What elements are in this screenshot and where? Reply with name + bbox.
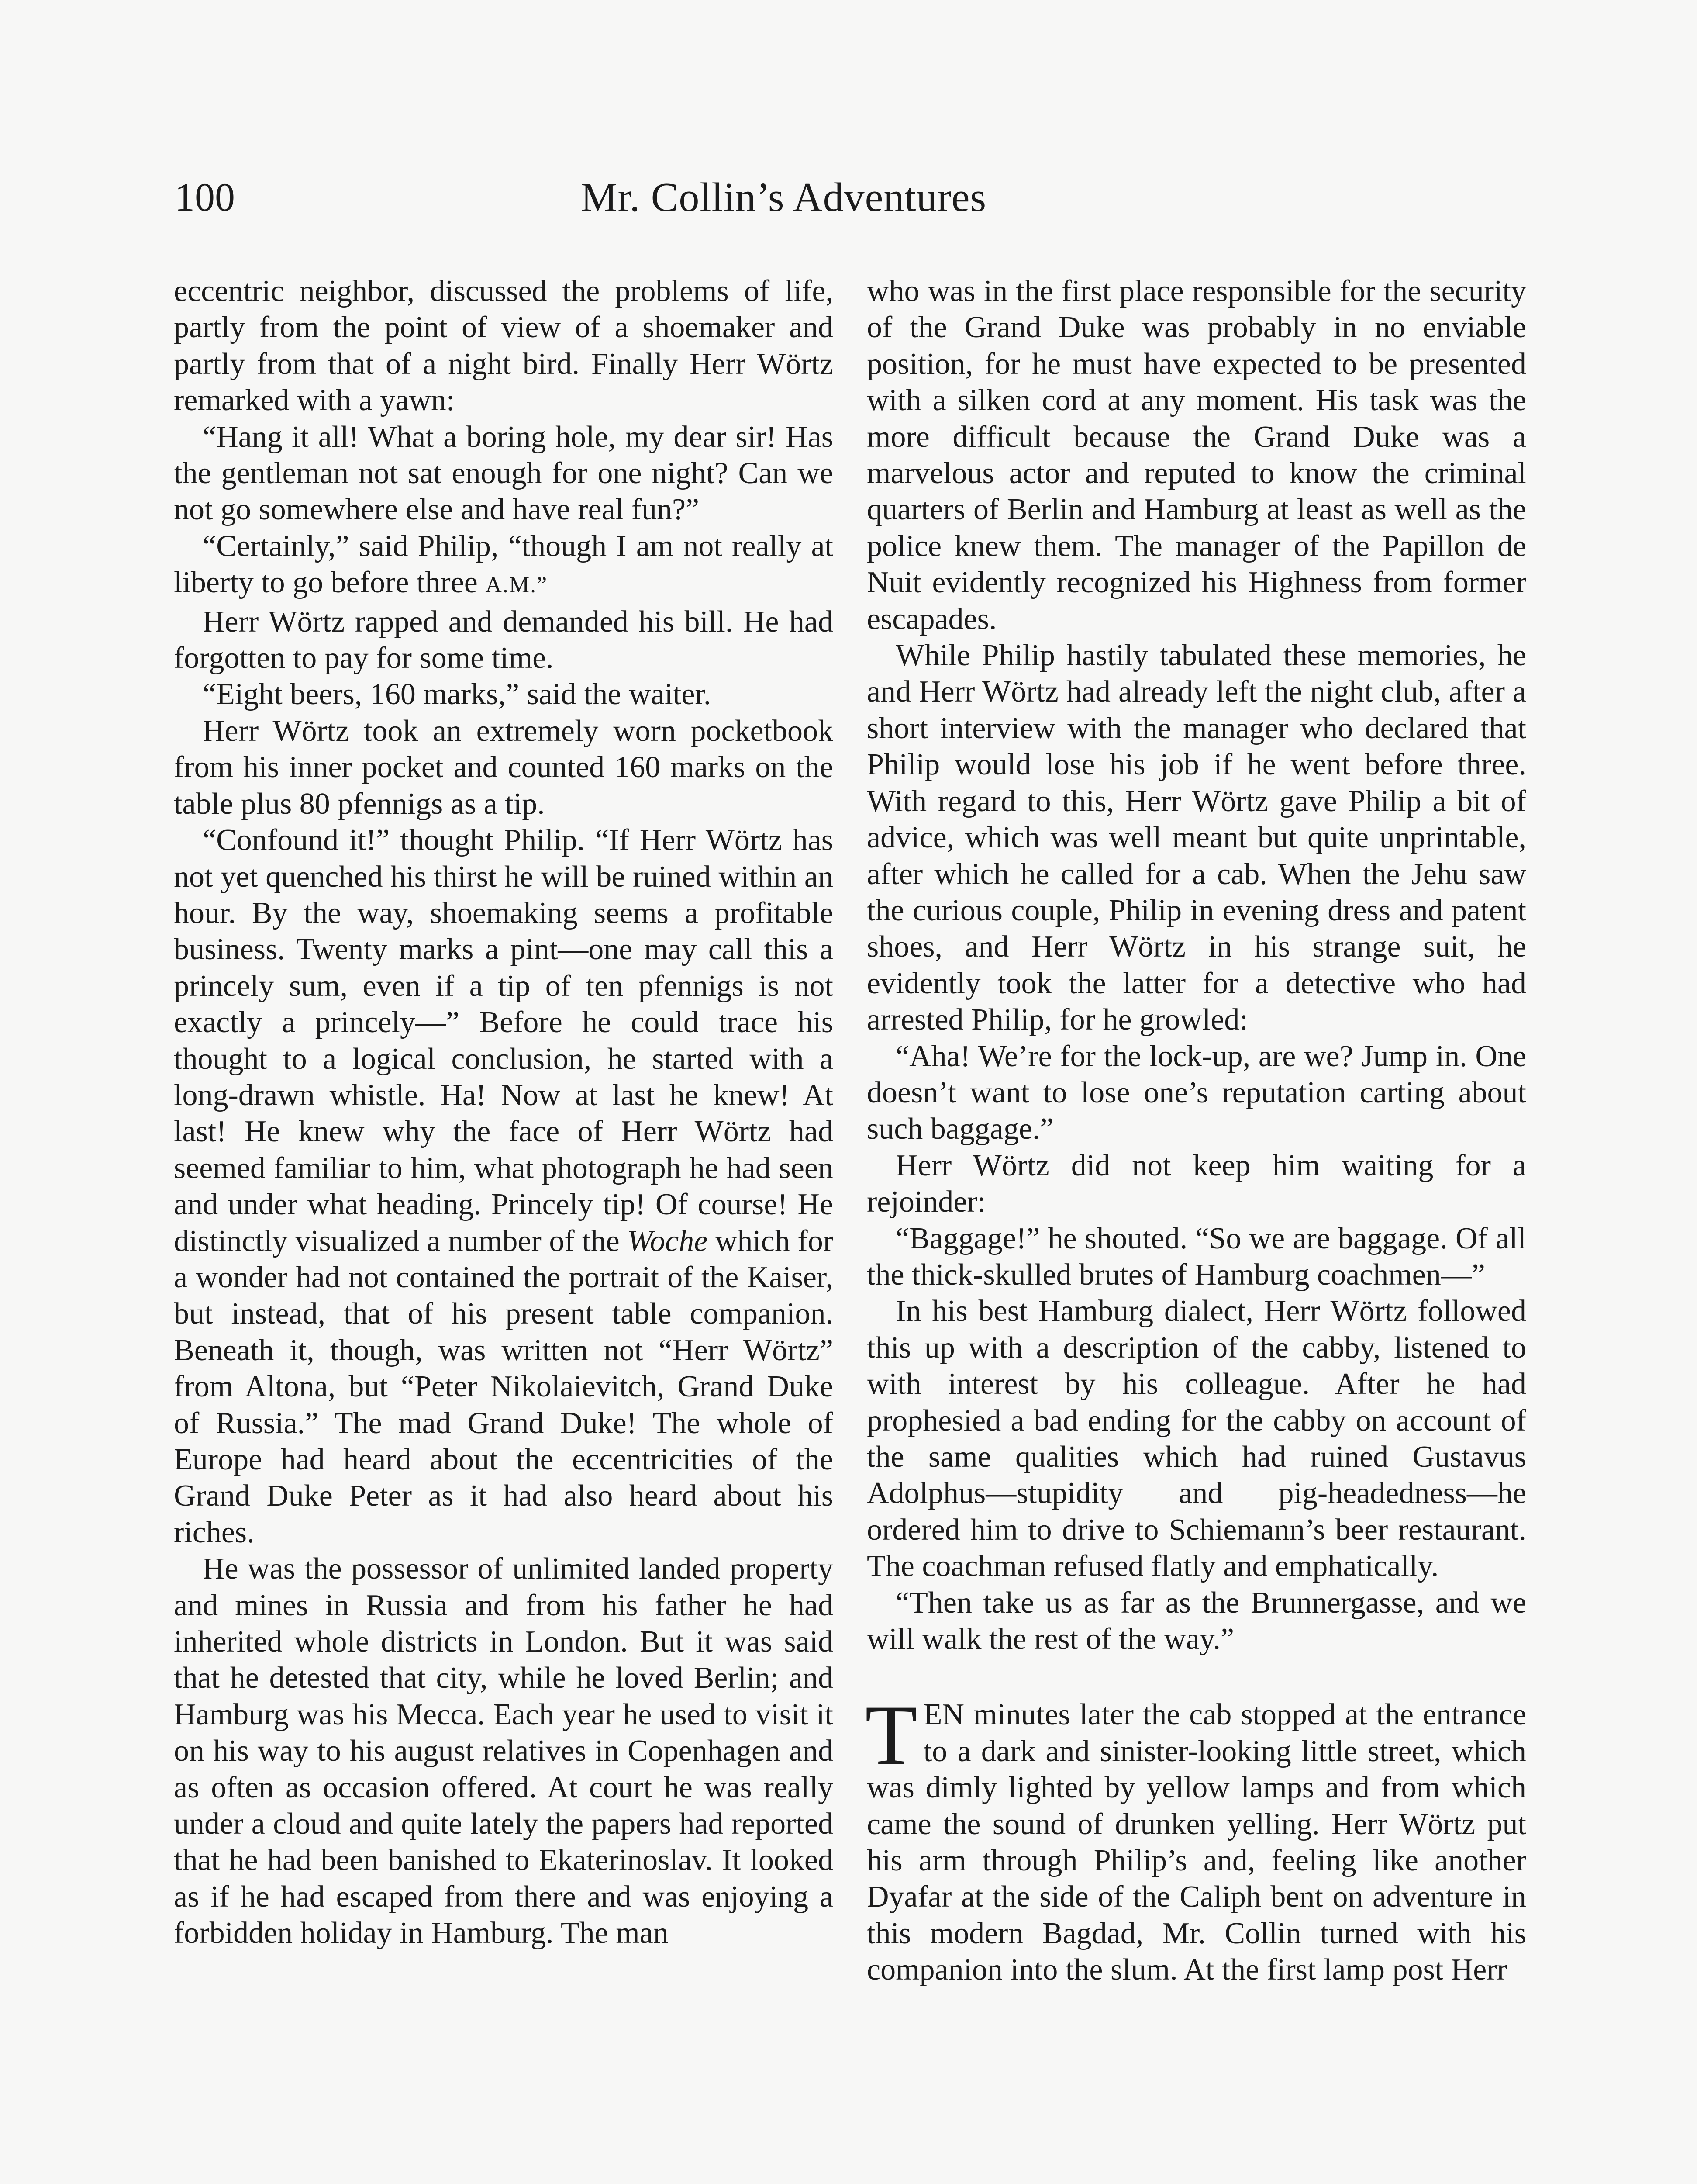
paragraph-text: EN minutes later the cab stopped at the entrance to a dark and sinister-looking little street, which was dimly lighted by yellow lamps and from which came the sound of drunken yelling. Herr Wörtz put his arm through Philip’s and, feeling like another Dyafar at the side of the Caliph bent on adventure in this modern Bagdad, Mr. Collin turned with his companion into the slum. At the first lamp post Herr bbox=[867, 1698, 1526, 1987]
paragraph: “Then take us as far as the Brunnergasse, and we will walk the rest of the way.” bbox=[867, 1586, 1526, 1656]
paragraph: Herr Wörtz took an extremely worn pocketbook from his inner pocket and counted 160 marks on the table plus 80 pfennigs as a tip. bbox=[174, 714, 833, 821]
paragraph: Herr Wörtz did not keep him waiting for a rejoinder: bbox=[867, 1148, 1526, 1219]
paragraph: He was the possessor of unlimited landed property and mines in Russia and from his father he had inherited whole districts in London. But it was said that he detested that city, while he loved Berlin; and Hamburg was his Mecca. Each year he used to visit it on his way to his august relatives in Copenhagen and as often as occasion offered. At court he was really under a cloud and quite lately the papers had reported that he had been banished to Ekaterinoslav. It looked as if he had escaped from there and was enjoying a forbidden holiday in Hamburg. The man bbox=[174, 1552, 833, 1950]
paragraph bbox=[174, 822, 833, 1551]
right-column bbox=[867, 273, 1526, 1988]
magazine-title: Woche bbox=[627, 1224, 708, 1258]
section-opening-paragraph bbox=[865, 1688, 1526, 1988]
paragraph-text: “Certainly,” said Philip, “though I am not really at liberty to go before three bbox=[174, 529, 833, 600]
paragraph: While Philip hastily tabulated these memories, he and Herr Wörtz had already left the night club, after a short interview with the manager who declared that Philip would lose his job if he went before three. With regard to this, Herr Wörtz gave Philip a bit of advice, which was well meant but quite unprintable, after which he called for a cab. When the Jehu saw the curious couple, Philip in evening dress and patent shoes, and Herr Wörtz in his strange suit, he evidently took the latter for a detective who had arrested Philip, for he growled: bbox=[867, 639, 1526, 1037]
paragraph-text: “Confound it!” thought Philip. “If Herr Wörtz has not yet quenched his thirst he will be ruined within an hour. By the way, shoemaking seems a profitable business. Twenty marks a pint—one may call this a princely sum, even if a tip of ten pfennigs is not exactly a princely—” Before he could trace his thought to a logical conclusion, he started with a long-drawn whistle. Ha! Now at last he knew! At last! He knew why the face of Herr Wörtz had seemed familiar to him, what photograph he had seen and under what heading. Princely tip! Of course! He distinctly visualized a number of the bbox=[174, 823, 833, 1258]
drop-cap: T bbox=[865, 1688, 917, 1783]
paragraph: “Baggage!” he shouted. “So we are baggage. Of all the thick-skulled brutes of Hamburg coachmen—” bbox=[867, 1221, 1526, 1292]
paragraph: “Aha! We’re for the lock-up, are we? Jump in. One doesn’t want to lose one’s reputation carting about such baggage.” bbox=[867, 1039, 1526, 1146]
time-abbreviation: A.M.” bbox=[485, 573, 548, 598]
paragraph: “Eight beers, 160 marks,” said the waiter. bbox=[203, 677, 711, 712]
left-column bbox=[174, 273, 833, 1952]
paragraph: Herr Wörtz rapped and demanded his bill. He had forgotten to pay for some time. bbox=[174, 605, 833, 675]
paragraph: who was in the first place responsible for the security of the Grand Duke was probably in no enviable position, for he must have expected to be presented with a silken cord at any moment. His task was the more difficult because the Grand Duke was a marvelous actor and reputed to know the criminal quarters of Berlin and Hamburg at least as well as the police knew them. The manager of the Papillon de Nuit evidently recognized his Highness from former escapades. bbox=[867, 274, 1526, 636]
running-title: Mr. Collin’s Adventures bbox=[581, 175, 987, 220]
paragraph bbox=[174, 528, 833, 604]
paragraph: “Hang it all! What a boring hole, my dear sir! Has the gentleman not sat enough for one night? Can we not go somewhere else and have real fun?” bbox=[174, 420, 833, 527]
paragraph: In his best Hamburg dialect, Herr Wörtz followed this up with a description of the cabby, listened to with interest by his colleague. After he had prophesied a bad ending for the cabby on account of the same qualities which had ruined Gustavus Adolphus—stupidity and pig-headedness—he ordered him to drive to Schiemann’s beer restaurant. The coachman refused flatly and emphatically. bbox=[867, 1294, 1526, 1583]
paragraph: eccentric neighbor, discussed the problems of life, partly from the point of view of a shoemaker and partly from that of a night bird. Finally Herr Wörtz remarked with a yawn: bbox=[174, 274, 833, 418]
paragraph-text: which for a wonder had not contained the portrait of the Kaiser, but instead, that of his present table companion. Beneath it, though, was written not “Herr Wörtz” from Altona, but “Peter Nikolaievitch, Grand Duke of Russia.” The mad Grand Duke! The whole of Europe had heard about the eccentricities of the Grand Duke Peter as it had also heard about his riches. bbox=[174, 1224, 834, 1549]
page-number: 100 bbox=[175, 175, 235, 219]
